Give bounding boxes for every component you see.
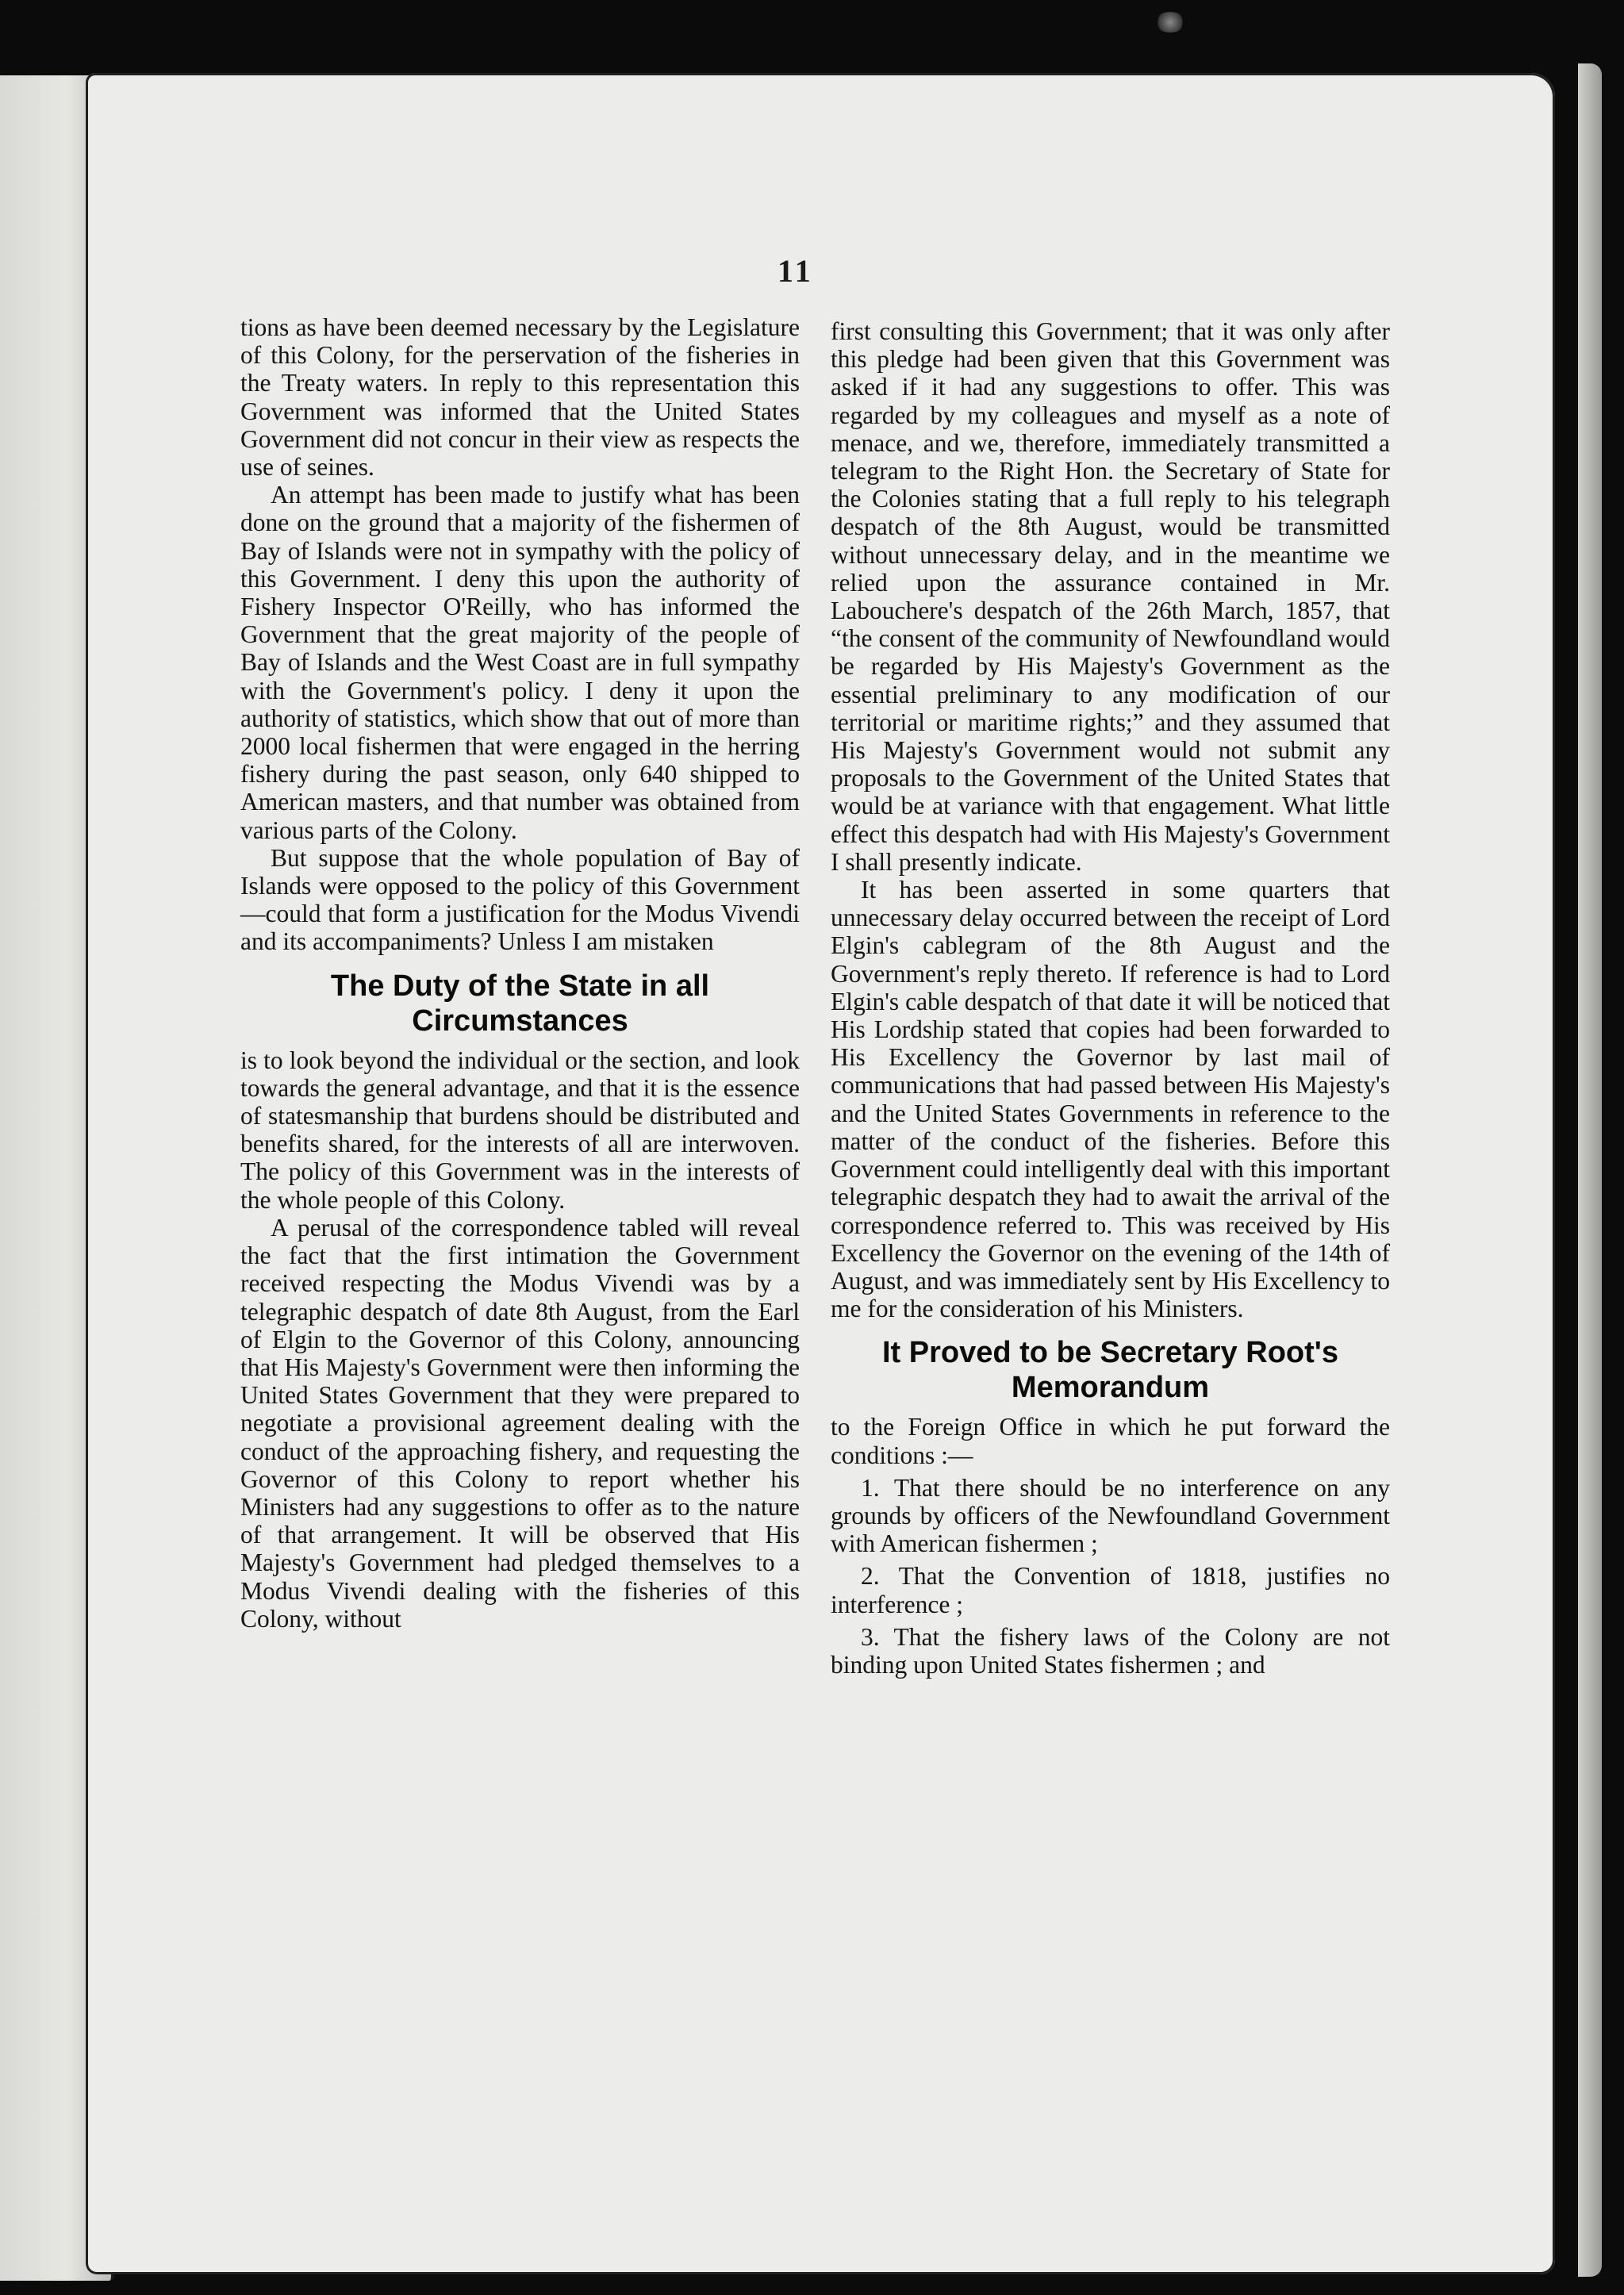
list-item: 1. That there should be no interference on any grounds by officers of the Newfoundland Government with American fishermen ; bbox=[831, 1473, 1390, 1558]
page-number: 11 bbox=[777, 253, 814, 289]
paragraph: to the Foreign Office in which he put forward the conditions :— bbox=[831, 1413, 1390, 1469]
paragraph: A perusal of the correspondence tabled will reveal the fact that the first intimation the Government received respecting the Modus Vivendi was by a telegraphic despatch of date 8th August, from the Earl of Elgin to the Governor of this Colony, announcing that His Majesty's Government were then informing the United States Government that they were prepared to negotiate a provisional agreement dealing with the conduct of the approaching fishery, and requesting the Governor of this Colony to report whether his Ministers had any suggestions to offer as to the nature of that arrangement. It will be observed that His Majesty's Government had pledged themselves to a Modus Vivendi dealing with the fisheries of this Colony, without bbox=[240, 1213, 800, 1633]
conditions-list bbox=[831, 1474, 1390, 1679]
paragraph: first consulting this Government; that it was only after this pledge had been given that this Government was asked if it had any suggestions to offer. This was regarded by my colleagues and myself as a note of menace, and we, therefore, immediately transmitted a telegram to the Right Hon. the Secretary of State for the Colonies stating that a full reply to his telegraph despatch of the 8th August, would be transmitted without unnecessary delay, and in the meantime we relied upon the assurance contained in Mr. Labouchere's despatch of the 26th March, 1857, that “the consent of the community of Newfoundland would be regarded by His Majesty's Government as the essential preliminary to any modification of our territorial or maritime rights;” and they assumed that His Majesty's Government would not submit any proposals to the Government of the United States that would be at variance with that engagement. What little effect this despatch had with His Majesty's Government I shall presently indicate. bbox=[831, 317, 1390, 876]
paragraph: is to look beyond the individual or the section, and look towards the general advantage, and that it is the essence of statesmanship that burdens should be distributed and benefits shared, for the interests of all are interwoven. The policy of this Government was in the interests of the whole people of this Colony. bbox=[240, 1046, 800, 1214]
left-column bbox=[240, 313, 800, 1633]
paragraph: But suppose that the whole population of Bay of Islands were opposed to the policy of this Government—could that form a justification for the Modus Vivendi and its accompaniments? Unless I am mistaken bbox=[240, 843, 800, 956]
paragraph: It has been asserted in some quarters that unnecessary delay occurred between the receipt of Lord Elgin's cablegram of the 8th August and the Government's reply thereto. If reference is had to Lord Elgin's cable despatch of that date it will be noticed that His Lordship stated that copies had been forwarded to His Excellency the Governor by last mail of communications that had passed between His Majesty's and the United States Governments in reference to the matter of the conduct of the fisheries. Before this Government could intelligently deal with this important telegraphic despatch they had to await the arrival of the correspondence referred to. This was received by His Excellency the Governor on the evening of the 14th of August, and was immediately sent by His Excellency to me for the consideration of his Ministers. bbox=[831, 876, 1390, 1323]
paragraph: tions as have been deemed necessary by the Legislature of this Colony, for the perservation of the fisheries in the Treaty waters. In reply to this representation this Government was informed that the United States Government did not concur in their view as respects the use of seines. bbox=[240, 313, 800, 482]
section-heading: The Duty of the State in all Circumstances bbox=[330, 969, 710, 1038]
list-item: 3. That the fishery laws of the Colony are not binding upon United States fishermen ; and bbox=[831, 1622, 1390, 1679]
section-heading: It Proved to be Secretary Root's Memorandum bbox=[882, 1336, 1338, 1405]
scan-speck bbox=[1154, 12, 1186, 33]
list-item: 2. That the Convention of 1818, justifies no interference ; bbox=[831, 1562, 1390, 1618]
paragraph: An attempt has been made to justify what has been done on the ground that a majority of the fishermen of Bay of Islands were not in sympathy with the policy of this Government. I deny this upon the authority of Fishery Inspector O'Reilly, who has informed the Government that the great majority of the people of Bay of Islands and the West Coast are in full sympathy with the Government's policy. I deny it upon the authority of statistics, which show that out of more than 2000 local fishermen that were engaged in the herring fishery during the past season, only 640 shipped to American masters, and that number was obtained from various parts of the Colony. bbox=[240, 481, 800, 844]
page-stack-edge bbox=[1578, 63, 1602, 2277]
right-column bbox=[831, 317, 1390, 1679]
